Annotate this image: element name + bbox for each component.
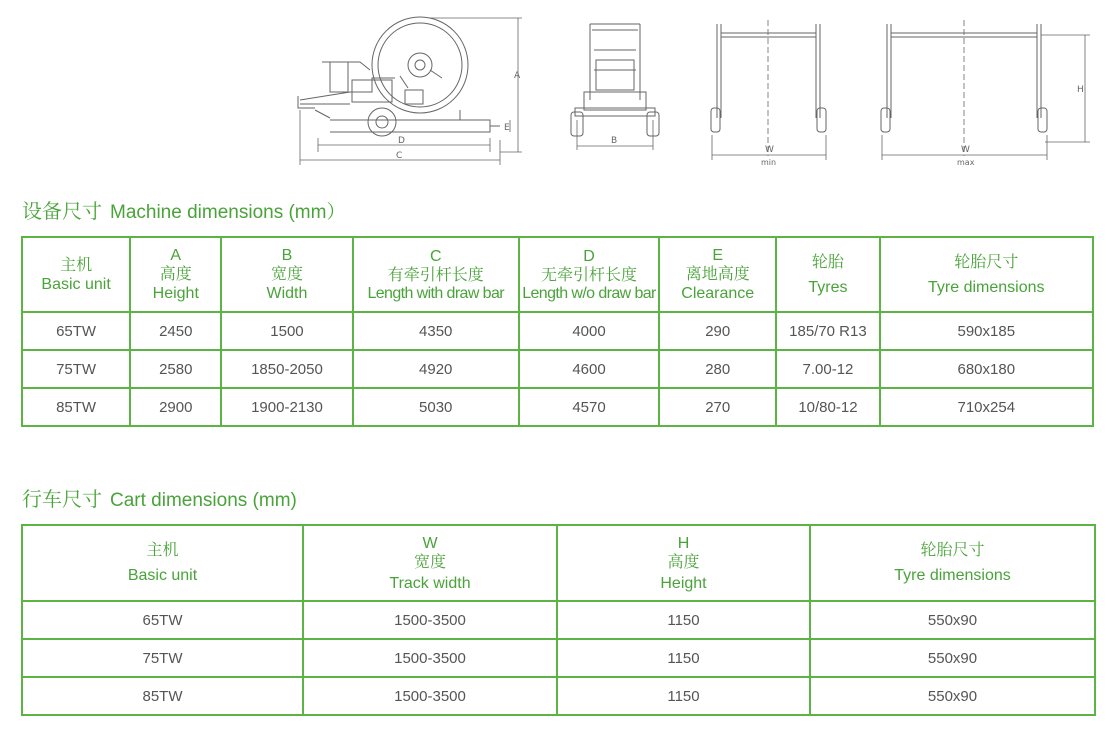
cell-length-without-bar: 4000 [519,312,659,350]
cell-tyre-dimensions: 550x90 [810,677,1095,715]
table-row [22,639,1095,677]
cell-tyre-dimensions: 590x185 [880,312,1093,350]
cart-header-basic-unit: 主机 Basic unit [22,525,303,601]
machine-header-a: A 高度 Height [130,237,221,312]
dimension-drawings-svg [0,0,1108,180]
cell-clearance: 290 [659,312,776,350]
cell-basic-unit: 85TW [22,388,130,426]
front-view-drawing [571,24,659,150]
cell-track-width: 1500-3500 [303,639,557,677]
cell-basic-unit: 65TW [22,312,130,350]
machine-header-e: E 离地高度 Clearance [659,237,776,312]
cell-tyres: 185/70 R13 [776,312,879,350]
table-row [22,677,1095,715]
machine-dimensions-table [21,236,1094,427]
cell-height: 1150 [557,601,810,639]
cell-height: 2450 [130,312,221,350]
cell-tyre-dimensions: 550x90 [810,639,1095,677]
cart-max-drawing [881,20,1090,167]
table-row [22,388,1093,426]
cart-header-h: H 高度 Height [557,525,810,601]
dim-label-w-min: W [765,145,774,155]
cell-clearance: 270 [659,388,776,426]
machine-header-b: B 宽度 Width [221,237,352,312]
machine-header-tyre-dimensions: 轮胎尺寸 Tyre dimensions [880,237,1093,312]
dim-label-max: max [957,158,975,167]
table-row [22,350,1093,388]
cart-title-cn: 行车尺寸 [22,489,102,511]
cell-tyre-dimensions: 710x254 [880,388,1093,426]
machine-dimensions-title [22,195,345,224]
cell-width: 1500 [221,312,352,350]
cell-length-with-bar: 4920 [353,350,519,388]
cell-width: 1900-2130 [221,388,352,426]
cell-length-without-bar: 4570 [519,388,659,426]
machine-header-basic-unit: 主机 Basic unit [22,237,130,312]
cell-clearance: 280 [659,350,776,388]
dim-label-b: B [611,136,618,146]
cell-length-without-bar: 4600 [519,350,659,388]
cell-track-width: 1500-3500 [303,677,557,715]
dim-label-min: min [761,158,777,167]
cell-basic-unit: 85TW [22,677,303,715]
dim-label-a: A [514,71,521,81]
cell-length-with-bar: 5030 [353,388,519,426]
cell-width: 1850-2050 [221,350,352,388]
cell-basic-unit: 75TW [22,350,130,388]
dim-label-d: D [398,136,405,146]
side-view-drawing [298,17,522,165]
cell-basic-unit: 65TW [22,601,303,639]
cell-length-with-bar: 4350 [353,312,519,350]
cell-track-width: 1500-3500 [303,601,557,639]
machine-header-d: D 无牵引杆长度 Length w/o draw bar [519,237,659,312]
cart-header-tyre-dimensions: 轮胎尺寸 Tyre dimensions [810,525,1095,601]
cart-header-row [22,525,1095,601]
cart-dimensions-title [22,483,297,512]
cell-height: 2900 [130,388,221,426]
machine-title-en: Machine dimensions (mm） [110,202,346,223]
dim-label-w-max: W [961,145,970,155]
cell-height: 1150 [557,677,810,715]
cart-min-drawing [711,20,826,167]
cart-header-w: W 宽度 Track width [303,525,557,601]
technical-drawings [0,0,1108,180]
dim-label-c: C [396,151,403,161]
cell-tyre-dimensions: 680x180 [880,350,1093,388]
cart-dimensions-table [21,524,1096,716]
cart-title-en: Cart dimensions (mm) [110,490,297,511]
dim-label-h: H [1077,85,1084,95]
cell-tyre-dimensions: 550x90 [810,601,1095,639]
machine-header-row [22,237,1093,312]
cell-basic-unit: 75TW [22,639,303,677]
machine-header-c: C 有牵引杆长度 Length with draw bar [353,237,519,312]
dim-label-e: E [504,123,510,133]
table-row [22,312,1093,350]
machine-title-cn: 设备尺寸 [22,201,102,223]
cell-height: 1150 [557,639,810,677]
table-row [22,601,1095,639]
cell-height: 2580 [130,350,221,388]
cell-tyres: 10/80-12 [776,388,879,426]
cell-tyres: 7.00-12 [776,350,879,388]
machine-header-tyres: 轮胎 Tyres [776,237,879,312]
